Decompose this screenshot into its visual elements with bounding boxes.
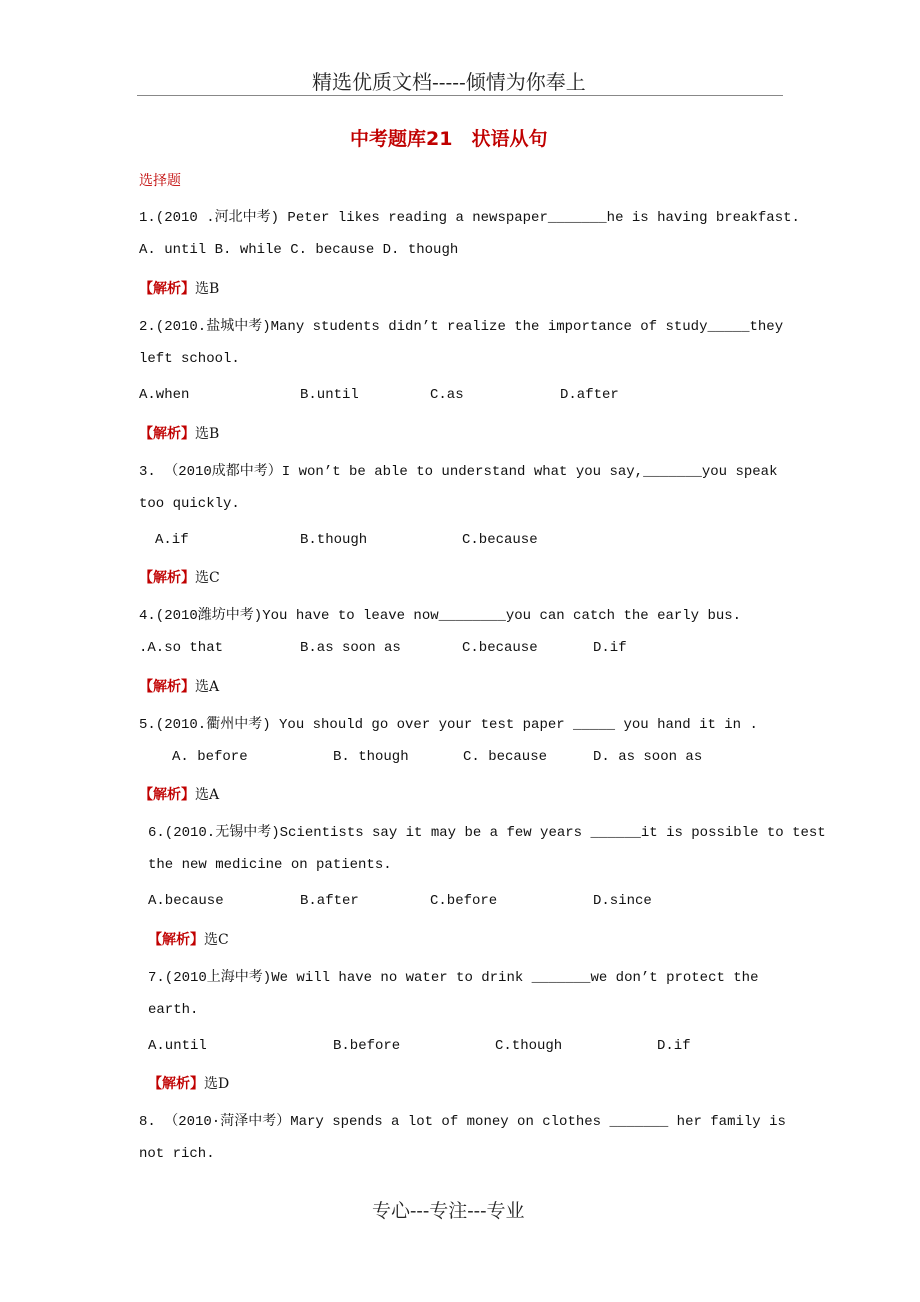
question-5-line: 5.(2010.衢州中考) You should go over your test paper _____ you hand it in .: [139, 717, 758, 733]
question-2-line-cont: left school.: [139, 351, 240, 367]
page-footer: 专心---专注---专业: [372, 1200, 525, 1222]
answer-value: 选D: [204, 1076, 230, 1092]
answer-tag: 【解析】: [139, 570, 195, 586]
answer-value: 选C: [204, 932, 229, 948]
question-5-option-b: B. though: [333, 749, 409, 765]
question-3-option-c: C.because: [462, 532, 538, 548]
question-3-option-a: A.if: [155, 532, 189, 548]
question-2-line: 2.(2010.盐城中考)Many students didn’t realize the importance of study_____they: [139, 319, 784, 335]
question-2-option-c: C.as: [430, 387, 464, 403]
answer-tag: 【解析】: [148, 932, 204, 948]
question-8-line-cont: not rich.: [139, 1146, 215, 1162]
question-2-option-b: B.until: [300, 387, 359, 403]
answer-tag: 【解析】: [139, 679, 195, 695]
section-heading: 选择题: [139, 173, 181, 189]
answer-3: [139, 567, 220, 587]
answer-2: [139, 423, 219, 443]
question-4-option-a: .A.so that: [139, 640, 224, 656]
answer-value: 选B: [195, 426, 220, 442]
header-rule: [137, 95, 783, 96]
question-3-option-b: B.though: [300, 532, 368, 548]
question-1-line: 1.(2010 .河北中考) Peter likes reading a newspaper_______he is having breakfast.: [139, 210, 800, 226]
question-6-option-a: A.because: [148, 893, 224, 909]
answer-7: [148, 1073, 229, 1093]
question-5-option-d: D. as soon as: [593, 749, 703, 765]
question-6-option-b: B.after: [300, 893, 359, 909]
question-6-line-cont: the new medicine on patients.: [148, 857, 392, 873]
document-title: 中考题库21 状语从句: [350, 128, 548, 150]
question-7-option-a: A.until: [148, 1038, 207, 1054]
answer-tag: 【解析】: [139, 426, 195, 442]
question-4-option-b: B.as soon as: [300, 640, 401, 656]
question-6-line: 6.(2010.无锡中考)Scientists say it may be a few years ______it is possible to test: [148, 825, 826, 841]
question-7-option-b: B.before: [333, 1038, 401, 1054]
question-8-line: 8. （2010·菏泽中考）Mary spends a lot of money on clothes _______ her family is: [139, 1114, 786, 1130]
question-5-option-a: A. before: [172, 749, 248, 765]
page-header: 精选优质文档-----倾情为你奉上: [312, 70, 586, 94]
question-4-line: 4.(2010潍坊中考)You have to leave now________you can catch the early bus.: [139, 608, 742, 624]
answer-5: [139, 784, 219, 804]
answer-value: 选C: [195, 570, 220, 586]
question-7-option-d: D.if: [657, 1038, 691, 1054]
answer-1: [139, 278, 219, 298]
answer-value: 选B: [195, 281, 220, 297]
question-7-option-c: C.though: [495, 1038, 563, 1054]
question-6-option-c: C.before: [430, 893, 498, 909]
answer-tag: 【解析】: [139, 281, 195, 297]
question-1-options: A. until B. while C. because D. though: [139, 242, 459, 258]
question-5-option-c: C. because: [463, 749, 548, 765]
answer-4: [139, 676, 219, 696]
question-2-option-a: A.when: [139, 387, 190, 403]
question-3-line-cont: too quickly.: [139, 496, 240, 512]
question-2-option-d: D.after: [560, 387, 619, 403]
question-4-option-c: C.because: [462, 640, 538, 656]
answer-value: 选A: [195, 787, 220, 803]
answer-tag: 【解析】: [139, 787, 195, 803]
question-7-line-cont: earth.: [148, 1002, 199, 1018]
question-7-line: 7.(2010上海中考)We will have no water to drink _______we don’t protect the: [148, 970, 759, 986]
question-3-line: 3. （2010成都中考）I won’t be able to understand what you say,_______you speak: [139, 464, 778, 480]
answer-6: [148, 929, 229, 949]
answer-value: 选A: [195, 679, 220, 695]
answer-tag: 【解析】: [148, 1076, 204, 1092]
question-4-option-d: D.if: [593, 640, 627, 656]
question-6-option-d: D.since: [593, 893, 652, 909]
